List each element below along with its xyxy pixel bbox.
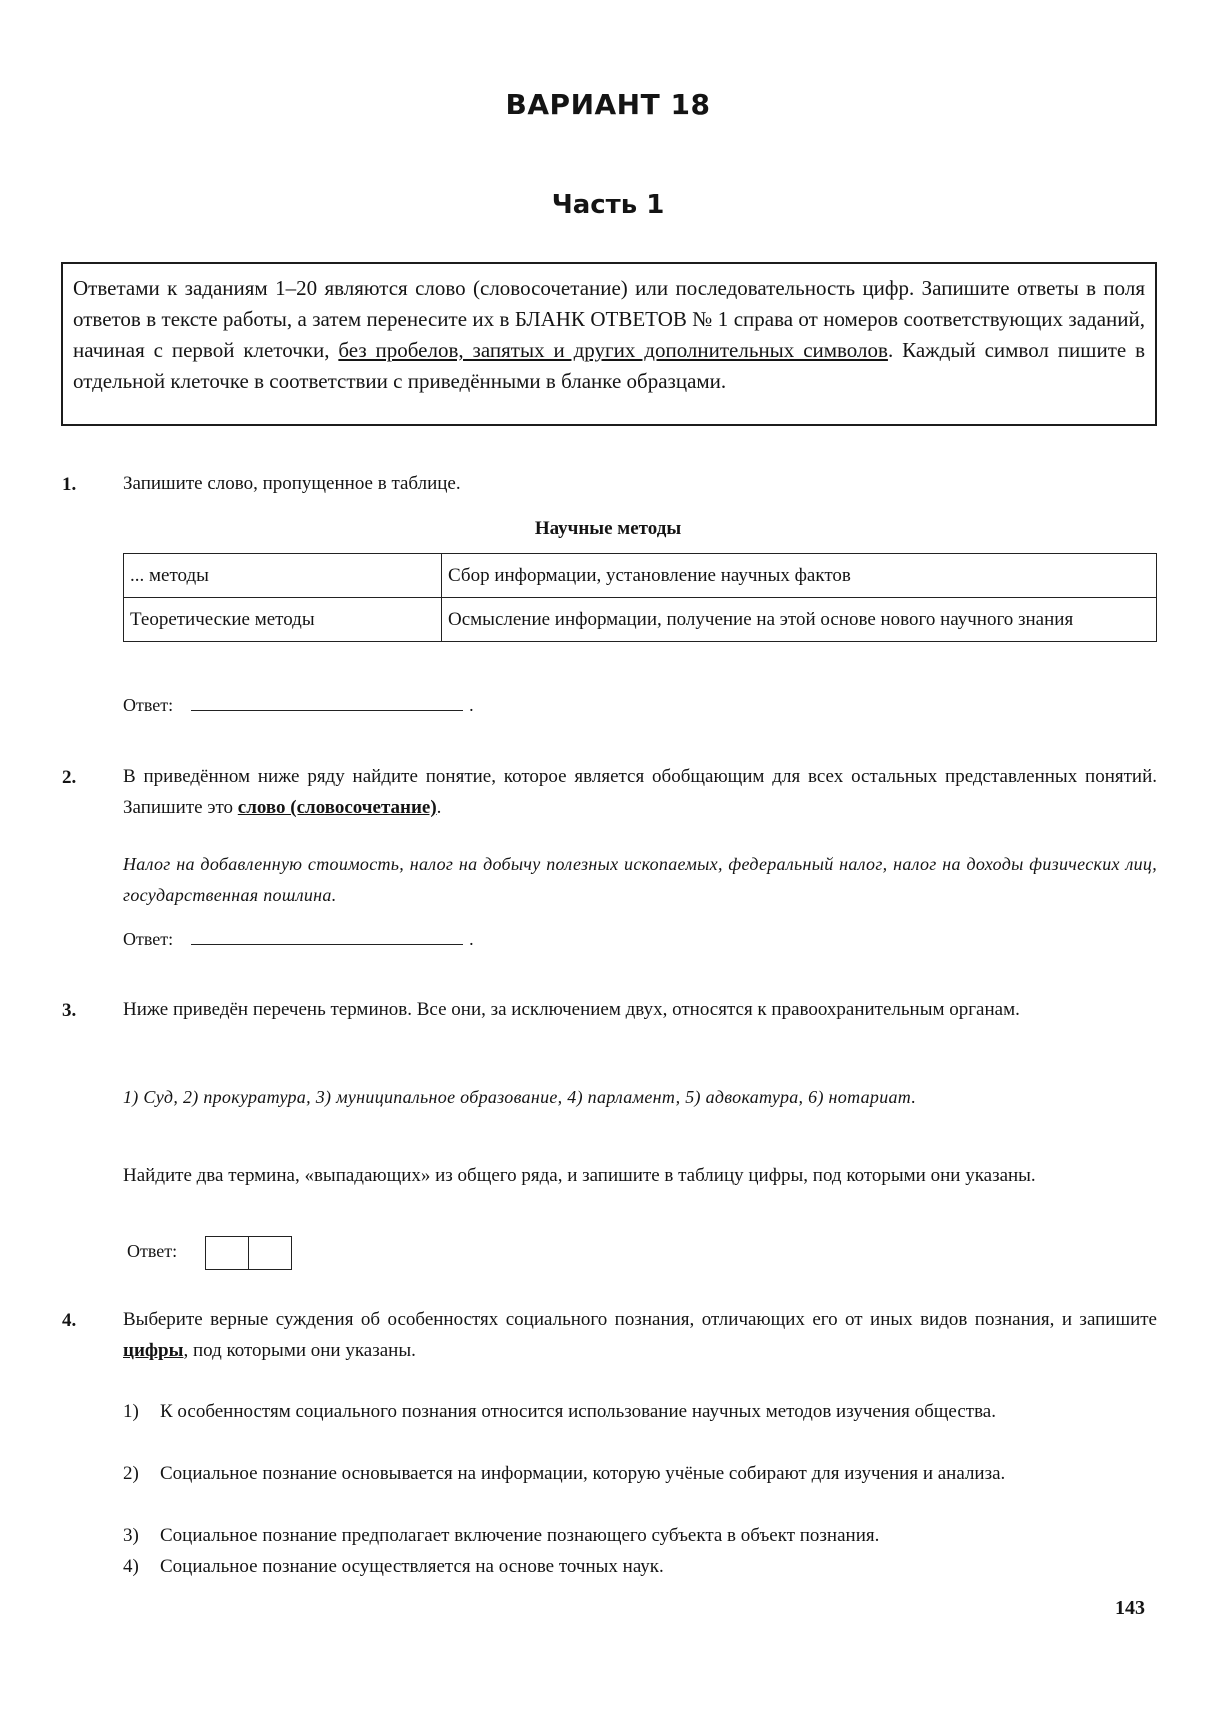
q2-text [123,761,1157,823]
table-cell: Осмысление информации, получение на этой основе нового научного знания [442,598,1157,642]
q3-answer [127,1236,290,1270]
q4-option [123,1396,1157,1427]
option-text: Социальное познание основывается на информации, которую учёные собирают для изучения и анализа. [160,1463,1006,1484]
q1-number: 1. [62,474,77,495]
q3-text: Ниже приведён перечень терминов. Все они, за исключением двух, относятся к правоохранительным органам. [123,999,1020,1020]
page-number: 143 [1115,1597,1145,1619]
answer-line[interactable] [191,930,463,945]
table-row [124,598,1157,642]
q2-items: Налог на добавленную стоимость, налог на добычу полезных ископаемых, федеральный налог, налог на доходы физических лиц, государственная пошлина. [123,854,1157,905]
q4-option [123,1551,1157,1582]
variant-title: ВАРИАНТ 18 [505,88,711,121]
option-number: 3) [123,1525,139,1546]
q1-table-caption: Научные методы [534,518,682,539]
answer-cells [205,1236,290,1270]
answer-label: Ответ: [123,695,174,715]
q4-underlined: цифры [123,1340,184,1361]
q4-number: 4. [62,1310,77,1331]
option-number: 2) [123,1463,139,1484]
table-cell: Сбор информации, установление научных фактов [442,554,1157,598]
table-row [124,554,1157,598]
answer-cell[interactable] [248,1236,292,1270]
q3-task: Найдите два термина, «выпадающих» из общего ряда, и запишите в таблицу цифры, под которыми они указаны. [123,1165,1036,1186]
option-number: 1) [123,1401,139,1422]
q4-text-start: Выберите верные суждения об особенностях социального познания, отличающих его от иных видов познания, и запишите [123,1309,1157,1330]
q4-text-end: , под которыми они указаны. [183,1340,416,1361]
q2-underlined: слово (словосочетание) [237,797,437,818]
part-title: Часть 1 [551,190,665,220]
table-cell: ... методы [124,554,442,598]
instructions-text-end: . Каждый символ пишите в отдельной клеточке в соответствии с приведёнными в бланке образцами. [73,338,1146,393]
q2-answer: Ответ: . [123,929,474,949]
q2-text-end: . [436,797,442,818]
q4-option [123,1458,1157,1489]
table-cell: Теоретические методы [124,598,442,642]
answer-label: Ответ: [123,929,174,949]
q3-items: 1) Суд, 2) прокуратура, 3) муниципальное образование, 4) парламент, 5) адвокатура, 6) нотариат. [123,1087,917,1107]
q4-option [123,1520,1157,1551]
q4-text [123,1304,1157,1366]
instructions-underlined: без пробелов, запятых и других дополнительных символов [338,338,888,362]
q2-number: 2. [62,767,77,788]
answer-line[interactable] [191,696,463,711]
option-text: Социальное познание осуществляется на основе точных наук. [160,1556,664,1577]
answer-cell[interactable] [205,1236,249,1270]
answer-label: Ответ: [127,1241,178,1262]
q1-text: Запишите слово, пропущенное в таблице. [123,473,461,494]
option-text: К особенностям социального познания относится использование научных методов изучения общества. [160,1401,996,1422]
methods-table [123,553,1157,642]
option-number: 4) [123,1556,139,1577]
instructions-text: Ответами к заданиям 1–20 являются слово (словосочетание) или последовательность цифр. Запишите ответы в поля ответов в тексте работы, а затем перенесите их в БЛАНК ОТВЕТОВ № 1 справа от номеров соответствующих заданий, начиная с первой клеточки, [73,276,1145,362]
instructions-box [61,262,1157,426]
q1-answer: Ответ: . [123,695,474,715]
option-text: Социальное познание предполагает включение познающего субъекта в объект познания. [160,1525,880,1546]
q3-number: 3. [62,1000,77,1021]
q2-text-start: В приведённом ниже ряду найдите понятие, которое является обобщающим для всех остальных представленных понятий. Запишите это [123,766,1157,818]
